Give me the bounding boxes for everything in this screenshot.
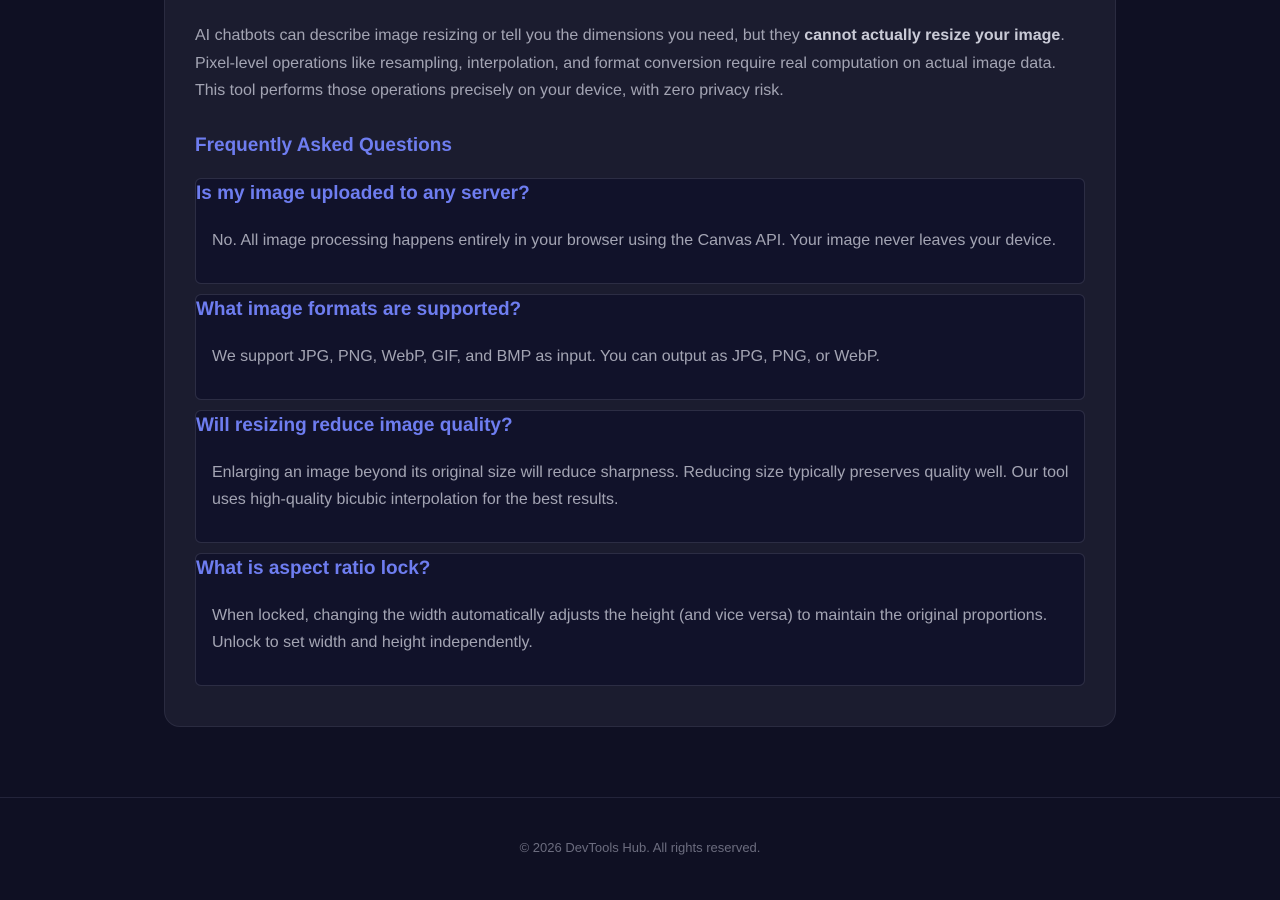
faq-question[interactable]: What is aspect ratio lock?: [196, 558, 431, 579]
intro-text-before: AI chatbots can describe image resizing or tell you the dimensions you need, but they: [195, 27, 805, 44]
faq-item-upload[interactable]: [195, 178, 1085, 284]
intro-text-after: . Pixel-level operations like resampling, interpolation, and format conversion require real computation on actual image data. This tool performs those operations precisely on your device, with zero privacy risk.: [195, 27, 1065, 99]
faq-answer: Enlarging an image beyond its original size will reduce sharpness. Reducing size typically preserves quality well. Our tool uses high-quality bicubic interpolation for the best results.: [212, 464, 1069, 508]
faq-answer: No. All image processing happens entirely in your browser using the Canvas API. Your image never leaves your device.: [212, 232, 1057, 249]
intro-emphasis: cannot actually resize your image: [804, 27, 1061, 44]
faq-question[interactable]: Will resizing reduce image quality?: [196, 415, 513, 436]
faq-item-formats[interactable]: [195, 294, 1085, 400]
footer-divider: [0, 797, 1280, 798]
faq-answer: When locked, changing the width automatically adjusts the height (and vice versa) to maintain the original proportions. Unlock to set width and height independently.: [212, 607, 1048, 651]
faq-answer: We support JPG, PNG, WebP, GIF, and BMP as input. You can output as JPG, PNG, or WebP.: [212, 348, 880, 365]
intro-paragraph: [195, 22, 1075, 105]
faq-question[interactable]: What image formats are supported?: [196, 299, 522, 320]
faq-item-quality[interactable]: [195, 410, 1085, 543]
faq-item-aspect-ratio[interactable]: [195, 553, 1085, 686]
faq-question[interactable]: Is my image uploaded to any server?: [196, 183, 530, 204]
faq-heading: Frequently Asked Questions: [195, 135, 452, 156]
footer-copyright: © 2026 DevTools Hub. All rights reserved.: [519, 840, 761, 855]
